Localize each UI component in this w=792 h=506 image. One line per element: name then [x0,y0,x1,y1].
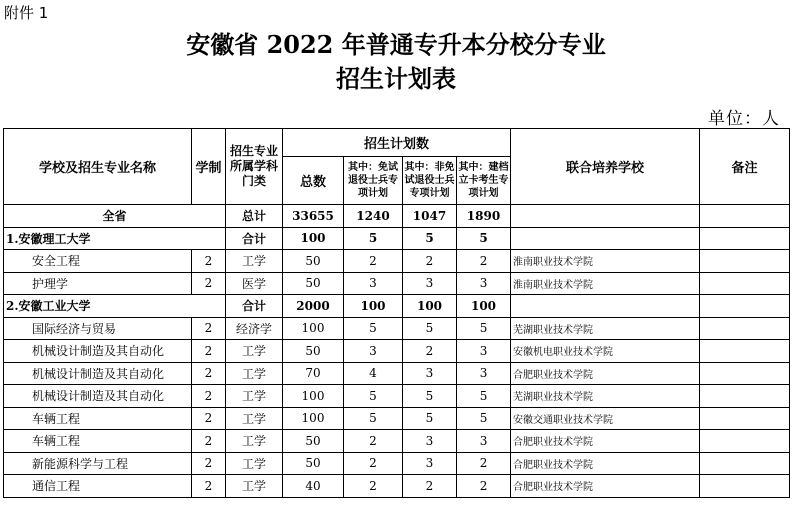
major-total: 100 [283,407,344,430]
major-duration: 2 [192,430,226,453]
major-total: 100 [283,385,344,408]
major-poor-household: 5 [457,385,511,408]
major-partner-school: 合肥职业技术学院 [511,475,700,498]
header-category: 招生专业所属学科门类 [226,129,283,205]
subtotal-veteran-non-exempt: 100 [403,295,457,318]
university-row [4,227,790,250]
major-total: 50 [283,250,344,273]
subtotal-veteran-non-exempt: 5 [403,227,457,250]
major-remarks [700,272,790,295]
major-duration: 2 [192,362,226,385]
major-category: 工学 [226,340,283,363]
major-poor-household: 3 [457,430,511,453]
major-veteran-exempt: 5 [344,407,403,430]
page-subtitle: 招生计划表 [336,64,456,93]
major-category: 工学 [226,452,283,475]
major-remarks [700,340,790,363]
major-total: 50 [283,430,344,453]
table-row [4,317,790,340]
major-duration: 2 [192,340,226,363]
enrollment-plan-table [3,128,790,498]
header-plan-count: 招生计划数 [283,129,511,157]
university-partner [511,227,700,250]
major-veteran-exempt: 5 [344,385,403,408]
major-partner-school: 芜湖职业技术学院 [511,385,700,408]
major-veteran-exempt: 2 [344,452,403,475]
major-total: 50 [283,452,344,475]
major-category: 工学 [226,407,283,430]
header-veteran-exempt: 其中：免试退役士兵专项计划 [344,157,403,205]
major-name: 新能源科学与工程 [4,452,192,475]
subtotal-label: 合计 [226,295,283,318]
header-partner-school: 联合培养学校 [511,129,700,205]
major-partner-school: 合肥职业技术学院 [511,452,700,475]
table-row [4,340,790,363]
header-total: 总数 [283,157,344,205]
attachment-label: 附件 1 [4,4,49,22]
major-poor-household: 5 [457,317,511,340]
university-row [4,295,790,318]
summary-row [4,205,790,228]
major-veteran-exempt: 2 [344,250,403,273]
major-name: 通信工程 [4,475,192,498]
major-total: 50 [283,340,344,363]
major-partner-school: 安徽交通职业技术学院 [511,407,700,430]
major-category: 工学 [226,475,283,498]
major-name: 车辆工程 [4,407,192,430]
header-duration: 学制 [192,129,226,205]
major-poor-household: 3 [457,362,511,385]
major-partner-school: 淮南职业技术学院 [511,250,700,273]
summary-label: 全省 [4,205,226,228]
table-row [4,250,790,273]
major-name: 安全工程 [4,250,192,273]
major-veteran-non-exempt: 3 [403,452,457,475]
major-remarks [700,430,790,453]
major-veteran-non-exempt: 3 [403,272,457,295]
header-veteran-non-exempt: 其中：非免试退役士兵专项计划 [403,157,457,205]
summary-remarks [700,205,790,228]
university-remarks [700,295,790,318]
table-row [4,407,790,430]
table-row [4,452,790,475]
major-total: 100 [283,317,344,340]
major-veteran-non-exempt: 2 [403,250,457,273]
summary-veteran-exempt: 1240 [344,205,403,228]
page-title: 安徽省 2022 年普通专升本分校分专业 [186,30,606,59]
major-veteran-exempt: 3 [344,340,403,363]
major-poor-household: 2 [457,475,511,498]
major-partner-school: 淮南职业技术学院 [511,272,700,295]
major-name: 机械设计制造及其自动化 [4,385,192,408]
major-category: 工学 [226,250,283,273]
major-veteran-exempt: 5 [344,317,403,340]
major-name: 机械设计制造及其自动化 [4,340,192,363]
major-veteran-exempt: 4 [344,362,403,385]
table-row [4,362,790,385]
header-school-major: 学校及招生专业名称 [4,129,192,205]
summary-partner [511,205,700,228]
major-name: 国际经济与贸易 [4,317,192,340]
major-duration: 2 [192,317,226,340]
table-row [4,385,790,408]
major-duration: 2 [192,250,226,273]
summary-veteran-non-exempt: 1047 [403,205,457,228]
major-name: 机械设计制造及其自动化 [4,362,192,385]
major-remarks [700,362,790,385]
major-poor-household: 2 [457,452,511,475]
subtotal-total: 2000 [283,295,344,318]
major-name: 护理学 [4,272,192,295]
major-partner-school: 芜湖职业技术学院 [511,317,700,340]
subtotal-poor-household: 100 [457,295,511,318]
major-category: 工学 [226,362,283,385]
major-duration: 2 [192,452,226,475]
major-duration: 2 [192,407,226,430]
major-partner-school: 合肥职业技术学院 [511,430,700,453]
major-duration: 2 [192,385,226,408]
major-veteran-non-exempt: 2 [403,475,457,498]
summary-total: 33655 [283,205,344,228]
header-poor-household: 其中：建档立卡考生专项计划 [457,157,511,205]
table-row [4,272,790,295]
header-remarks: 备注 [700,129,790,205]
major-remarks [700,475,790,498]
major-remarks [700,452,790,475]
major-total: 40 [283,475,344,498]
subtotal-label: 合计 [226,227,283,250]
major-partner-school: 合肥职业技术学院 [511,362,700,385]
major-poor-household: 3 [457,272,511,295]
major-total: 70 [283,362,344,385]
major-veteran-exempt: 2 [344,475,403,498]
unit-label: 单位：人 [708,109,780,129]
major-category: 工学 [226,430,283,453]
major-total: 50 [283,272,344,295]
major-remarks [700,317,790,340]
major-veteran-non-exempt: 5 [403,317,457,340]
university-partner [511,295,700,318]
major-remarks [700,385,790,408]
subtotal-poor-household: 5 [457,227,511,250]
subtotal-total: 100 [283,227,344,250]
major-veteran-non-exempt: 5 [403,407,457,430]
major-poor-household: 2 [457,250,511,273]
major-poor-household: 5 [457,407,511,430]
university-remarks [700,227,790,250]
major-veteran-non-exempt: 2 [403,340,457,363]
summary-total-label: 总计 [226,205,283,228]
table-row [4,430,790,453]
major-veteran-non-exempt: 5 [403,385,457,408]
major-veteran-non-exempt: 3 [403,362,457,385]
major-duration: 2 [192,272,226,295]
major-veteran-exempt: 3 [344,272,403,295]
major-category: 经济学 [226,317,283,340]
major-partner-school: 安徽机电职业技术学院 [511,340,700,363]
major-category: 工学 [226,385,283,408]
major-remarks [700,407,790,430]
major-veteran-exempt: 2 [344,430,403,453]
major-category: 医学 [226,272,283,295]
major-name: 车辆工程 [4,430,192,453]
summary-poor-household: 1890 [457,205,511,228]
university-name: 2.安徽工业大学 [4,295,226,318]
major-remarks [700,250,790,273]
major-duration: 2 [192,475,226,498]
subtotal-veteran-exempt: 100 [344,295,403,318]
major-veteran-non-exempt: 3 [403,430,457,453]
subtotal-veteran-exempt: 5 [344,227,403,250]
university-name: 1.安徽理工大学 [4,227,226,250]
table-row [4,475,790,498]
major-poor-household: 3 [457,340,511,363]
